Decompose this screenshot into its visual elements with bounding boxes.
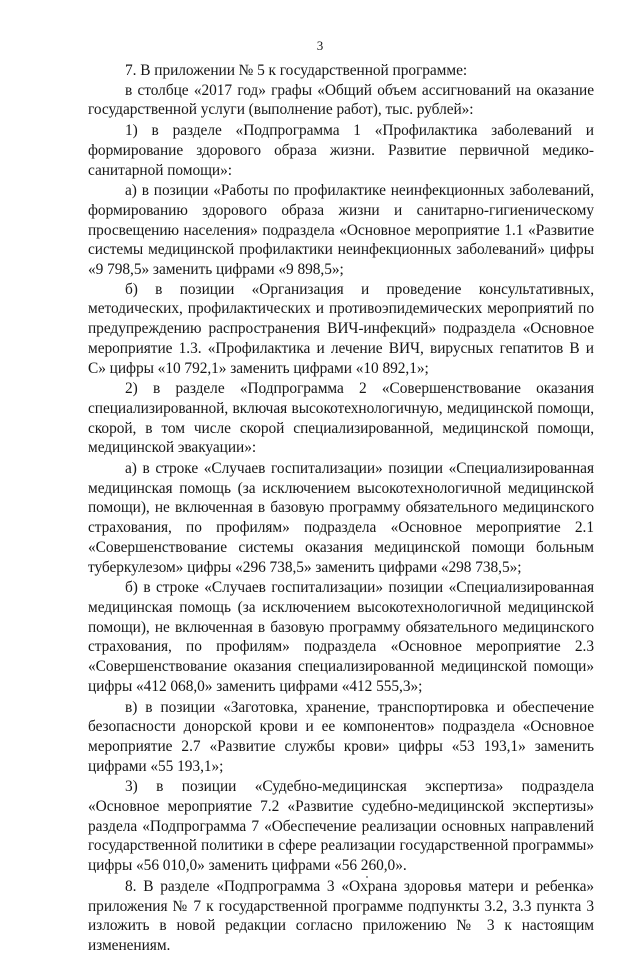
- paragraph-subprogram-2-a: а) в строке «Случаев госпитализации» позиции «Специализированная медицинская помощь (за исключением высокотехнологичной медицинской помощи), не включенная в базовую программу обязательного медицинского страхования, по профилям» подраздела «Основное мероприятие 2.1 «Совершенствование системы оказания медицинской помощи больным туберкулезом» цифры «296 738,5» заменить цифрами «298 738,5»;: [88, 460, 594, 576]
- paragraph-subprogram-1: 1) в разделе «Подпрограмма 1 «Профилактика заболеваний и формирование здорового образа жизни. Развитие первичной медико-санитарной помощи»:: [88, 122, 594, 179]
- paragraph-subprogram-2-c: в) в позиции «Заготовка, хранение, транспортировка и обеспечение безопасности донорской крови и ее компонентов» подраздела «Основное мероприятие 2.7 «Развитие службы крови» цифры «53 193,1» заменить цифрами «55 193,1»;: [88, 698, 594, 775]
- page-number: 3: [316, 38, 324, 53]
- paragraph-subprogram-1-b: б) в позиции «Организация и проведение консультативных, методических, профилактических и противоэпидемических мероприятий по предупреждению распространения ВИЧ-инфекций» подраздела «Основное мероприятие 1.3. «Профилактика и лечение ВИЧ, вирусных гепатитов В и С» цифры «10 792,1» заменить цифрами «10 892,1»;: [88, 280, 594, 377]
- document-body: [88, 61, 594, 956]
- paragraph-column-2017: в столбце «2017 год» графы «Общий объем ассигнований на оказание государственной услуги (выполнение работ), тыс. рублей»:: [88, 81, 594, 119]
- paragraph-item-7: 7. В приложении № 5 к государственной программе:: [125, 62, 468, 79]
- paragraph-item-8: 8. В разделе «Подпрограмма 3 «Охрана здоровья матери и ребенка» приложения № 7 к государственной программе подпункты 3.2, 3.3 пункта 3 изложить в новой редакции согласно приложению № 3 к настоящим изменениям.: [88, 877, 594, 954]
- paragraph-subprogram-2: 2) в разделе «Подпрограмма 2 «Совершенствование оказания специализированной, включая высокотехнологичную, медицинской помощи, скорой, в том числе скорой специализированной, медицинской помощи, медицинской эвакуации»:: [88, 380, 594, 457]
- paragraph-subprogram-2-b: б) в строке «Случаев госпитализации» позиции «Специализированная медицинская помощь (за исключением высокотехнологичной медицинской помощи), не включенная в базовую программу обязательного медицинского страхования, по профилям» подраздела «Основное мероприятие 2.3 «Совершенствование оказания специализированной медицинской помощи» цифры «412 068,0» заменить цифрами «412 555,3»;: [88, 579, 594, 695]
- paragraph-subprogram-1-a: а) в позиции «Работы по профилактике неинфекционных заболеваний, формированию здорового образа жизни и санитарно-гигиеническому просвещению населения» подраздела «Основное мероприятие 1.1 «Развитие системы медицинской профилактики неинфекционных заболеваний» цифры «9 798,5» заменить цифрами «9 898,5»;: [88, 182, 594, 279]
- paragraph-forensic-expertise: 3) в позиции «Судебно-медицинская экспертиза» подраздела «Основное мероприятие 7.2 «Развитие судебно-медицинской экспертизы» раздела «Подпрограмма 7 «Обеспечение реализации основных направлений государственной политики в сфере реализации государственной программы» цифры «56 010,0» заменить цифрами «56 260,0».: [88, 778, 594, 875]
- scan-speck: [366, 876, 368, 878]
